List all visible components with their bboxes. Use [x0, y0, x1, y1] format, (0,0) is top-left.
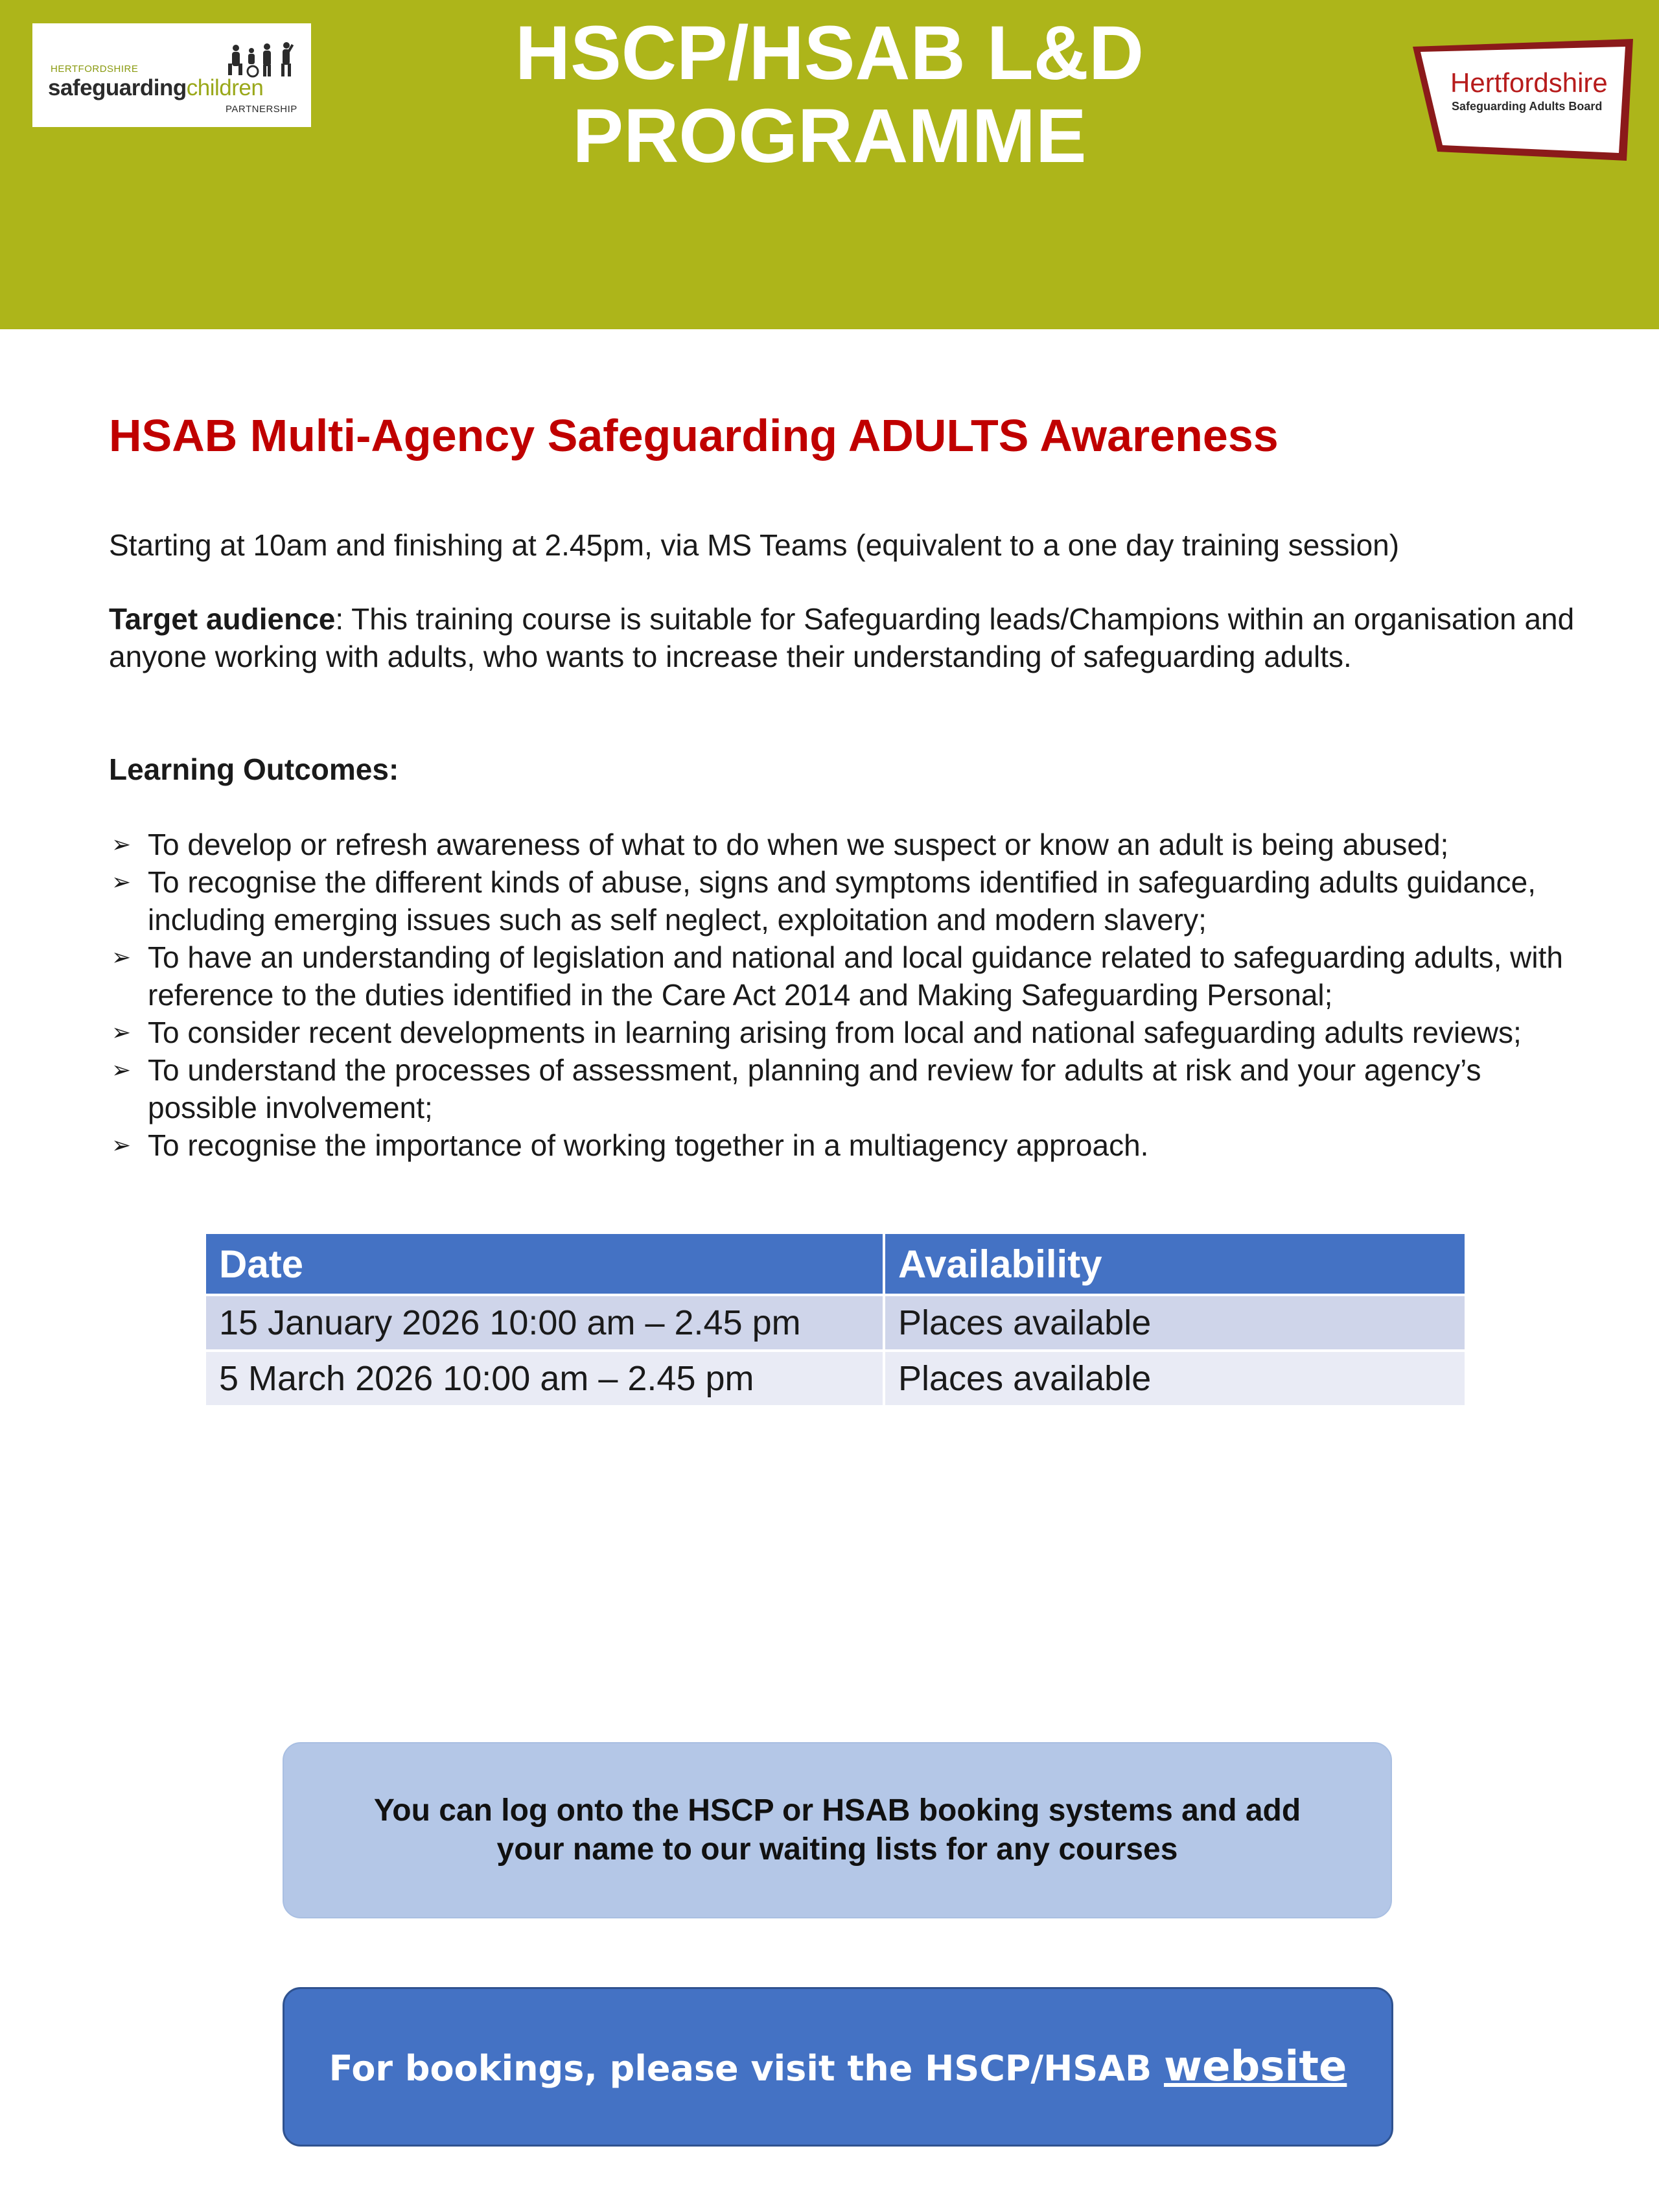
- logo-partnership-text: PARTNERSHIP: [226, 104, 297, 115]
- target-audience: [109, 600, 1580, 675]
- availability-cell: Places available: [884, 1351, 1465, 1405]
- outcome-item: [109, 1014, 1593, 1051]
- arrowhead-bullet-icon: ➢: [111, 831, 132, 857]
- safeguarding-adults-board-logo: [1411, 38, 1638, 164]
- outcome-text: To recognise the importance of working together in a multiagency approach.: [148, 1128, 1149, 1162]
- arrowhead-bullet-icon: ➢: [111, 944, 132, 970]
- availability-cell: Places available: [884, 1295, 1465, 1351]
- table-header-row: [206, 1234, 1465, 1295]
- date-column-header: Date: [206, 1234, 884, 1295]
- target-audience-text: : This training course is suitable for Safeguarding leads/Champions within an organisation and anyone working with adults, who wants to increase their understanding of safeguarding adults.: [109, 602, 1575, 673]
- table-row: [206, 1351, 1465, 1405]
- date-cell: 15 January 2026 10:00 am – 2.45 pm: [206, 1295, 884, 1351]
- title-line-2: PROGRAMME: [572, 93, 1087, 179]
- course-dates-table: [206, 1234, 1465, 1405]
- course-title: HSAB Multi-Agency Safeguarding ADULTS Awareness: [109, 410, 1279, 461]
- outcome-item: [109, 938, 1593, 1014]
- page-title: [389, 12, 1270, 178]
- table-row: [206, 1295, 1465, 1351]
- booking-text-lead: For bookings, please visit the HSCP/HSAB: [329, 2048, 1164, 2089]
- booking-text: [329, 2043, 1347, 2091]
- availability-column-header: Availability: [884, 1234, 1465, 1295]
- target-audience-label: Target audience: [109, 602, 336, 636]
- header-banner: [0, 0, 1659, 329]
- outcome-text: To develop or refresh awareness of what to do when we suspect or know an adult is being abused;: [148, 828, 1449, 861]
- outcome-text: To recognise the different kinds of abuse, signs and symptoms identified in safeguarding adults guidance, including emerging issues such as self neglect, exploitation and modern slavery;: [148, 865, 1537, 937]
- outcome-item: [109, 1126, 1593, 1164]
- safeguarding-children-partnership-logo: [32, 23, 311, 127]
- logo-word-safeguarding: safeguarding: [48, 75, 187, 100]
- outcome-item: [109, 826, 1593, 863]
- course-timing: Starting at 10am and finishing at 2.45pm, via MS Teams (equivalent to a one day training session): [109, 528, 1400, 562]
- outcome-text: To have an understanding of legislation and national and local guidance related to safeguarding adults, with reference to the duties identified in the Care Act 2014 and Making Safeguarding Personal;: [148, 940, 1563, 1012]
- booking-callout: [283, 1987, 1393, 2147]
- waiting-list-note: [283, 1742, 1392, 1918]
- website-link[interactable]: website: [1163, 2043, 1347, 2091]
- arrowhead-bullet-icon: ➢: [111, 1132, 132, 1158]
- logo-right-name: Hertfordshire: [1450, 67, 1608, 98]
- outcome-text: To consider recent developments in learning arising from local and national safeguarding adults reviews;: [148, 1016, 1522, 1049]
- outcome-item: [109, 863, 1593, 938]
- arrowhead-bullet-icon: ➢: [111, 868, 132, 895]
- logo-right-subtitle: Safeguarding Adults Board: [1452, 100, 1603, 113]
- logo-wordmark: [48, 75, 263, 101]
- waiting-list-note-text: You can log onto the HSCP or HSAB booking systems and add your name to our waiting lists for any courses: [373, 1793, 1301, 1867]
- outcome-text: To understand the processes of assessment, planning and review for adults at risk and your agency’s possible involvement;: [148, 1053, 1481, 1124]
- date-cell: 5 March 2026 10:00 am – 2.45 pm: [206, 1351, 884, 1405]
- arrowhead-bullet-icon: ➢: [111, 1019, 132, 1045]
- title-line-1: HSCP/HSAB L&D: [515, 10, 1144, 96]
- logo-county-text: HERTFORDSHIRE: [51, 64, 139, 75]
- arrowhead-bullet-icon: ➢: [111, 1056, 132, 1083]
- outcome-item: [109, 1051, 1593, 1126]
- logo-word-children: children: [186, 75, 264, 100]
- family-figures-icon: [227, 41, 298, 78]
- learning-outcomes-list: [109, 826, 1593, 1164]
- learning-outcomes-heading: Learning Outcomes:: [109, 752, 399, 786]
